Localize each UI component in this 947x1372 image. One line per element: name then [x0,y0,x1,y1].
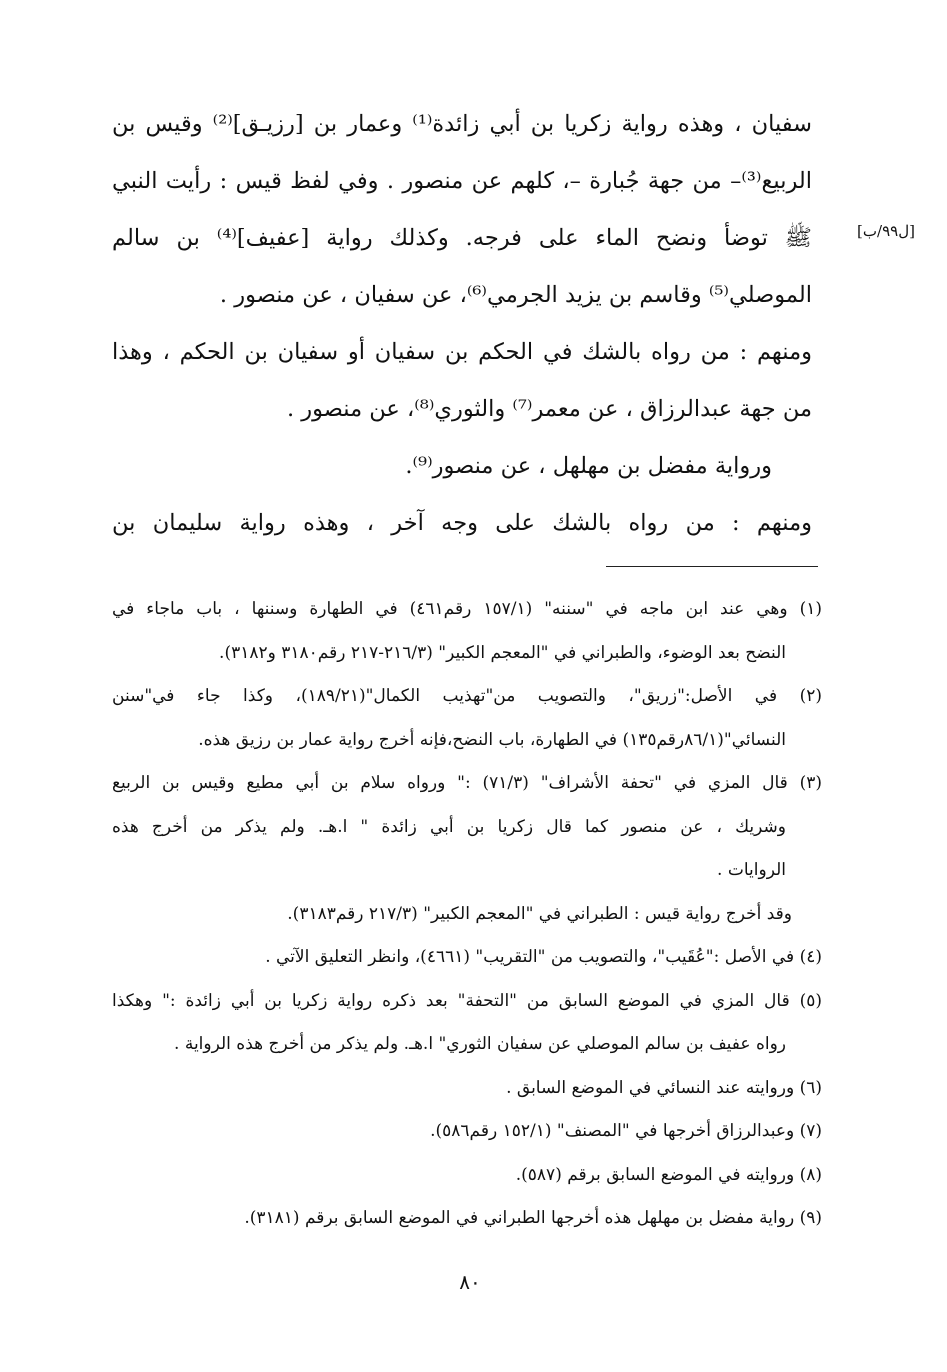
footnote-line: (٩) رواية مفضل بن مهلهل هذه أخرجها الطبراني في الموضع السابق برقم (٣١٨١). [244,1208,822,1228]
footnote-line: النضح بعد الوضوء، والطبراني في "المعجم الكبير" (٢١٦/٣-٢١٧ رقم٣١٨٠ و٣١٨٢). [219,642,786,663]
footnote-line: (١) وهي عند ابن ماجه في "سننه" (١٥٧/١ رقم٤٦١) في الطهارة وسننها ، باب ماجاء في [112,599,822,619]
page-number: ٨٠ [459,1270,481,1294]
main-text-block [112,96,812,552]
footnote-line: (٣) قال المزي في "تحفة الأشراف" (٧١/٣) :" ورواه سلام بن أبي مطيع وقيس بن الربيع [112,773,822,793]
main-text-line: ومنهم : من رواه بالشك على وجه آخر ، وهذه رواية سليمان بن [112,510,812,536]
main-text-line: من جهة عبدالرزاق ، عن معمر⁽⁷⁾ والثوري⁽⁸⁾، عن منصور . [286,396,812,422]
footnote-line: الروايات . [717,860,786,880]
main-text-line: ومنهم : من رواه بالشك في الحكم بن سفيان أو سفيان بن الحكم ، وهذا [112,339,812,365]
manuscript-folio-note: [ل٩٩/ب] [857,222,915,240]
footnote-line: وقد أخرج رواية قيس : الطبراني في "المعجم الكبير" (٢١٧/٣ رقم٣١٨٣). [287,903,792,924]
footnote-line: (٢) في الأصل:"زريق"، والتصويب من"تهذيب الكمال"(١٨٩/٢١)، وكذا جاء في"سنن [112,686,822,706]
main-text-line: الموصلي⁽⁵⁾ وقاسم بن يزيد الجرمي⁽⁶⁾، عن سفيان ، عن منصور . [219,282,812,308]
footnote-line: وشريك ، عن منصور كما قال زكريا بن أبي زائدة " ا.هـ. ولم يذكر من أخرج هذه [112,816,786,837]
footnote-line: (٤) في الأصل :"عُقَيب"، والتصويب من "التقريب" (٤٦٦١)، وانظر التعليق الآتي . [265,947,822,967]
footnotes-block [112,588,822,1241]
footnote-line: النسائي"(٨٦/١رقم١٣٥) في الطهارة، باب النضح،فإنه أخرج رواية عمار بن رزيق هذه. [198,729,786,750]
footnote-line: رواه عفيف بن سالم الموصلي عن سفيان الثوري" ا.هـ. ولم يذكر من أخرج هذه الرواية . [174,1034,786,1054]
footnote-line: (٧) وعبدالرزاق أخرجها في "المصنف" (١٥٢/١ رقم٥٨٦). [430,1121,822,1141]
footnote-line: (٥) قال المزي في الموضع السابق من "التحفة" بعد ذكره رواية زكريا بن أبي زائدة :" وهكذا [112,990,822,1011]
footnote-line: (٦) وروايته عند النسائي في الموضع السابق . [506,1077,822,1098]
main-text-line: ورواية مفضل بن مهلهل ، عن منصور⁽⁹⁾. [405,453,772,479]
main-text-line: الربيع⁽³⁾– من جهة جُبارة –، كلهم عن منصور . وفي لفظ قيس : رأيت النبي [112,168,812,194]
main-text-line: ﷺ توضأ ونضح الماء على فرجه. وكذلك رواية [عفيف]⁽⁴⁾ بن سالم [112,225,812,251]
footnote-separator [606,566,818,567]
footnote-line: (٨) وروايته في الموضع السابق برقم (٥٨٧). [515,1164,822,1185]
main-text-line: سفيان ، وهذه رواية زكريا بن أبي زائدة⁽¹⁾ وعمار بن [رزيـق]⁽²⁾ وقيس بن [112,111,812,137]
